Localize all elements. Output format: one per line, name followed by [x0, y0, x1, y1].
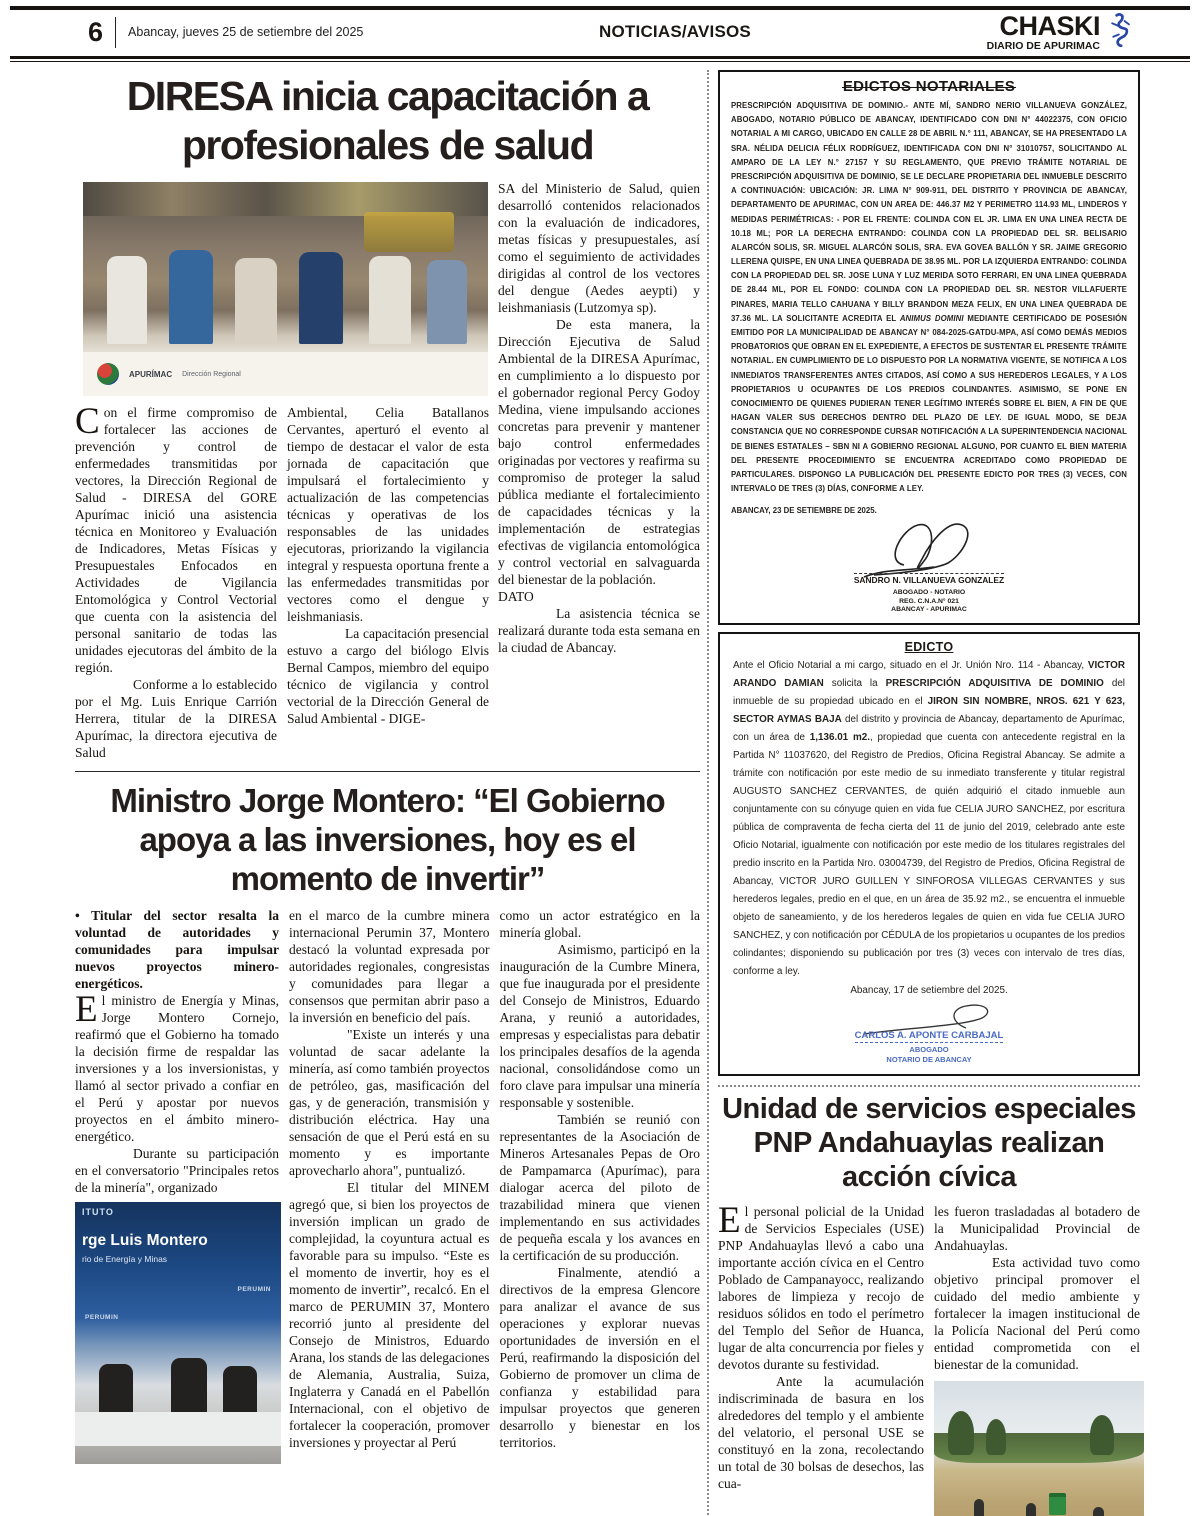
header-rule-thick	[10, 56, 1190, 59]
photo-tree	[986, 1419, 1006, 1455]
photo-structure-decor	[83, 182, 488, 216]
paragraph: De esta manera, la Dirección Ejecutiva de Salud Ambiental de la DIRESA Apurímac, en cumplimiento a lo dispuesto por el gobernador regional Percy Godoy Medina, viene impulsando acciones concretas para prevenir y mantener bajo control enfermedades originadas por vectores y reafirma su compromiso de proteger la salud pública mediante el fortalecimiento de capacidades técnicas y la implementación de estrategias efectivas de vigilancia entomológica y control vectorial en salvaguarda del bienestar de la población.	[498, 317, 700, 588]
photo-banner	[83, 352, 488, 396]
paragraph: "Existe un interés y una voluntad de sacar adelante la minería, así como también proyectos de petróleo, gas, masificación del gas, y de generación, transmisión y distribución eléctrica. Hay una sensación de que el Perú está en su momento y es importante aprovecharlo ahora", puntualizó.	[289, 1027, 490, 1179]
ministro-headline: Ministro Jorge Montero: “El Gobierno apoya a las inversiones, hoy es el momento de invertir”	[110, 782, 665, 898]
photo-person	[427, 260, 467, 344]
notary-reg: REG. C.N.A.N° 021	[899, 597, 959, 605]
photo-person	[1093, 1507, 1104, 1516]
ministro-column-1	[75, 907, 279, 1464]
stamp-role: ABOGADO	[909, 1044, 949, 1054]
pnp-column-1	[718, 1200, 924, 1516]
photo-person	[369, 256, 411, 344]
montero-conference-photo	[75, 1202, 281, 1464]
paragraph: También se reunió con representantes de la Asociación de Mineros Artesanales Pepas de Oro de Pampamarca (Apurímac), para dialogar acerca del piloto de trazabilidad minera que vienen implementando en sus actividades de pequeña escala y los avances en la certificación de su producción.	[499, 1112, 700, 1264]
diresa-column-1	[75, 401, 277, 761]
brand-title: CHASKI	[999, 11, 1100, 42]
notary-city: ABANCAY - APURIMAC	[891, 606, 967, 614]
paragraph: El personal policial de la Unidad de Servicios Especiales (USE) PNP Andahuaylas llevó a cabo una importante acción cívica en el Centro Poblado de Campanayocc, realizando labores de limpieza y recojo de residuos sólidos en todo el perímetro del Templo del Señor de Huanca, lugar de alta concurrencia por fieles y devotos durante su festividad.	[718, 1200, 924, 1373]
stamp-city: NOTARIO DE ABANCAY	[886, 1054, 972, 1064]
edictos-body: PRESCRIPCIÓN ADQUISITIVA DE DOMINIO.- ANTE MÍ, SANDRO NERIO VILLANUEVA GONZÁLEZ, ABOGADO, NOTARIO PÚBLICO DE ABANCAY, IDENTIFICADO CON DNI N° 44022375, CON OFICIO NOTARIAL A MI CARGO, UBICADO EN CALLE 28 DE ABRIL N.° 111, ABANCAY, SE HA PRESENTADO LA SRA. NÉLIDA DELICIA FÉLIX RODRÍGUEZ, IDENTIFICADA CON DNI N° 31010757, SOLICITANDO AL AMPARO DE LA LEY N.° 27157 Y SU REGLAMENTO, QUE PREVIO TRÁMITE NOTARIAL DE PRESCRIPCIÓN ADQUISITIVA DE DOMINIO, SE LE DECLARE PROPIETARIA DEL INMUEBLE DESCRITO A CONTINUACIÓN: UBICACIÓN: JR. LIMA N° 909-911, DEL DISTRITO Y PROVINCIA DE ABANCAY, DEPARTAMENTO DE APURIMAC, CON UN AREA DE: 446.37 M2 Y PERIMETRO 114.93 ML, LINDEROS Y MEDIDAS PERIMÉTRICAS: - POR EL FRENTE: COLINDA CON EL JR. LIMA EN UNA LINEA RECTA DE 10.18 ML; POR LA DERECHA ENTRANDO: COLINDA CON LA PROPIEDAD DEL SR. BELISARIO ALARCÓN SOLIS, SR. MIGUEL ALARCÓN SOLIS, SRA. EVA GOVEA BALLÓN Y SR. JAIME GREGORIO LLERENA QUISPE, EN UNA LINEA QUEBRADA DE 38.95 ML. POR LA IZQUIERDA ENTRANDO: COLINDA CON LA PROPIEDAD DEL SR. JOSE LUNA Y LUZ MERIDA SOTO FERRARI, EN UNA LINEA QUEBRADA DE 28.44 ML, POR EL FONDO: COLINDA CON LA PROPIEDAD DEL SR. NESTOR VILLAFUERTE PINARES, MARIA TELLO CAHUANA Y BILLY BRANDON MEZA FELIX, EN UNA LINEA QUEBRADA DE 37.36 ML. LA SOLICITANTE ACREDITA EL ANIMUS DOMINI MEDIANTE CERTIFICADO DE POSESIÓN EMITIDO POR LA MUNICIPALIDAD DE ABANCAY N° 084-2025-GATDU-MPA, ASÍ COMO DEMÁS MEDIOS PROBATORIOS QUE OBRAN EN EL EXPEDIENTE, A EFECTOS DE SUSTENTAR EL PRESENTE TRÁMITE NOTARIAL. EN CUMPLIMIENTO DE LO DISPUESTO POR LA NORMATIVA VIGENTE, SE NOTIFICA A LOS INMEDIATOS TRANSFERENTES ANTES CITADOS, ASÍ COMO A SUS HEREDEROS LEGALES, Y A LOS PROPIETARIOS U OCUPANTES DE LOS PREDIOS COLINDANTES. ASIMISMO, SE PONE EN CONOCIMIENTO DE QUIENES PUDIERAN TENER LEGÍTIMO INTERÉS SOBRE EL BIEN, A FIN DE QUE HAGAN VALER SUS DERECHOS DENTRO DEL PLAZO DE LEY. DE IGUAL MODO, SE DEJA CONSTANCIA QUE NO CORRESPONDE CURSAR NOTIFICACIÓN A LA SUPERINTENDENCIA NACIONAL DE BIENES ESTATALES – SBN NI A GOBIERNO REGIONAL ALGUNO, POR CUANTO EL BIEN MATERIA DEL PRESENTE PROCEDIMIENTO SE ENCUENTRA ACREDITADO COMO PROPIEDAD DE PARTICULARES. DISPONGO LA PUBLICACIÓN DEL PRESENTE EDICTO POR TRES (3) VECES, CON INTERVALO DE TRES (3) DÍAS, CONFORME A LEY.	[731, 101, 1128, 494]
photo-person	[1026, 1503, 1036, 1516]
paragraph: como un actor estratégico en la minería global.	[499, 908, 700, 941]
paragraph: Conforme a lo establecido por el Mg. Luis Enrique Carrión Herrera, titular de la DIRESA Apurímac, la directora ejecutiva de Salud	[75, 677, 277, 761]
chaski-logo-icon	[1106, 12, 1134, 53]
paragraph: Durante su participación en el conversatorio "Principales retos de la minería", organizado	[75, 1146, 279, 1196]
paragraph: Ante la acumulación indiscriminada de basura en los alrededores del templo y el ambiente del velatorio, el personal USE se constituyó en la zona, recolectando un total de 30 bolsas de desechos, las cua-	[718, 1374, 924, 1492]
edictos-title: EDICTOS NOTARIALES	[731, 78, 1127, 95]
pnp-cleanup-photo	[934, 1381, 1144, 1516]
paragraph: Ambiental, Celia Batallanos Cervantes, aperturó el evento al tiempo de destacar el valor de esta jornada de capacitación que impulsará el fortalecimiento y actualización de las competencias técnicas y operativas de los responsables de las unidades ejecutoras, priorizando la vigilancia integral y respuesta oportuna frente a las enfermedades transmitidas por vectores como el dengue y leishmaniasis.	[287, 405, 489, 625]
notary-stamp-block	[733, 998, 1125, 1064]
ministro-column-2	[289, 907, 490, 1464]
edictos-date: ABANCAY, 23 DE SETIEMBRE DE 2025.	[731, 506, 877, 516]
paragraph: les fueron trasladadas al botadero de la Municipalidad Provincial de Andahuaylas.	[934, 1204, 1140, 1254]
diresa-headline: DIRESA inicia capacitación a profesionales de salud	[126, 73, 649, 169]
photo-person	[235, 258, 277, 344]
photo-banner-label: APURÍMAC	[129, 369, 173, 379]
paragraph: La asistencia técnica se realizará durante toda esta semana en la ciudad de Abancay.	[498, 606, 700, 656]
dato-label: DATO	[498, 589, 534, 605]
photo-person	[171, 1358, 207, 1418]
notary-name: SANDRO N. VILLANUEVA GONZALEZ	[853, 575, 1005, 586]
photo-overlay-subtitle: rio de Energía y Minas	[82, 1254, 168, 1265]
paragraph: Asimismo, participó en la inauguración de la Cumbre Minera, que fue inaugurada por el presidente del Consejo de Ministros, Eduardo Arana, y reunió a autoridades, empresas y especialistas para debatir los principales desafíos de la agenda nacional, consolidándose como un foro clave para impulsar una minería responsable y sostenible.	[499, 942, 700, 1111]
photo-tree	[948, 1411, 974, 1455]
header-rule-thin	[10, 61, 1190, 62]
stamp-notary-name: CARLOS A. APONTE CARBAJAL	[855, 1030, 1004, 1043]
article-divider-rule	[75, 771, 700, 772]
edictos-notariales-box	[718, 70, 1140, 625]
photo-person	[974, 1499, 984, 1516]
ministro-column-3	[500, 907, 701, 1464]
article-pnp	[718, 1093, 1140, 1516]
page-header	[86, 10, 1134, 54]
photo-overlay-top: ITUTO	[82, 1207, 114, 1218]
paragraph: Finalmente, atendió a directivos de la empresa Glencore para analizar el avance de sus operaciones y explorar nuevas oportunidades de inversión en el Perú, reafirmando la disposición del Gobierno de promover un clima de confianza y estabilidad para impulsar proyectos que generen desarrollo y bienestar en los territorios.	[499, 1265, 700, 1451]
article-ministro	[75, 782, 700, 1464]
paragraph: El ministro de Energía y Minas, Jorge Montero Cornejo, reafirmó que el Gobierno ha tomado la decisión firme de respaldar las inversiones y a los inversionistas, y llamó al sector privado a confiar en el Perú y apostar por nuevos proyectos en el ámbito minero-energético.	[75, 989, 279, 1145]
article-diresa	[75, 72, 700, 761]
photo-person	[107, 256, 147, 344]
photo-person	[169, 250, 213, 344]
paragraph: El titular del MINEM agregó que, si bien los proyectos de inversión implican un grado de complejidad, la coyuntura actual es favorable para su impulso. “Este es el momento de invertir, hoy es el momento de invertir”, recalcó. En el marco de PERUMIN 37, Montero recorrió junto al presidente del Consejo de Ministros, Eduardo Arana, los stands de las delegaciones de Alemania, Australia, Suiza, Inglaterra y Canadá en el Pabellón Internacional, con el objetivo de fortalecer la cooperación, promover inversiones y proyectar al Perú	[289, 1180, 490, 1451]
paragraph: La capacitación presencial estuvo a cargo del biólogo Elvis Bernal Campos, miembro del equipo técnico de vigilancia y control vectorial de la Dirección General de Salud Ambiental - DIGE-	[287, 626, 489, 727]
gore-logo-icon	[97, 363, 119, 385]
edicto-box	[718, 632, 1140, 1077]
diresa-column-2	[287, 404, 489, 761]
paragraph: SA del Ministerio de Salud, quien desarrolló contenidos relacionados con la evaluación de indicadores, metas físicas y presupuestales, así como el seguimiento de actividades dirigidas al control de los vectores del dengue (Aedes aeypti) y leishmaniasis (Lutzomya sp).	[498, 181, 700, 316]
pnp-column-2	[934, 1203, 1140, 1516]
ministro-lead: • Titular del sector resalta la voluntad de autoridades y comunidades para impulsar nuevos proyectos minero-energéticos.	[75, 908, 279, 992]
paragraph: en el marco de la cumbre minera internacional Perumin 37, Montero destacó la voluntad expresada por autoridades regionales, congresistas y comunidades para llegar a consensos que permitan abrir paso a la inversión en beneficio del país.	[289, 908, 490, 1026]
diresa-column-3	[498, 180, 700, 761]
right-column-region	[707, 70, 1140, 1516]
edicto-date: Abancay, 17 de setiembre del 2025.	[850, 984, 1008, 996]
dotted-section-divider	[718, 1085, 1140, 1087]
paragraph: Esta actividad tuvo como objetivo principal promover el cuidado del medio ambiente y fortalecer la imagen institucional de la Policía Nacional del Perú como entidad comprometida con el bienestar de la comunidad.	[934, 1255, 1140, 1373]
photo-desk-decor	[75, 1412, 281, 1446]
section-title: NOTICIAS/AVISOS	[599, 22, 751, 41]
photo-machinery-decor	[364, 212, 454, 252]
photo-person	[299, 252, 343, 344]
diresa-event-photo	[83, 182, 488, 396]
left-column-region	[75, 70, 707, 1516]
paragraph: Con el firme compromiso de fortalecer las acciones de prevención y control de enfermedades transmitidas por vectores, la Dirección Regional de Salud - DIRESA del GORE Apurímac inició una asistencia técnica en Monitoreo y Evaluación de Indicadores, Metas Físicas y Presupuestales Enfocados en Actividades de Vigilancia Entomológica y Control Vectorial que cuenta con la asistencia del personal sanitario de todas las unidades ejecutoras del ámbito de la región.	[75, 401, 277, 676]
photo-overlay-name: rge Luis Montero	[82, 1232, 208, 1250]
photo-tree	[1090, 1415, 1114, 1455]
notary-role: ABOGADO - NOTARIO	[892, 589, 966, 597]
edicto-body: Ante el Oficio Notarial a mi cargo, situado en el Jr. Unión Nro. 114 - Abancay, VICTOR ARANDO DAMIAN solicita la PRESCRIPCIÓN ADQUISITIVA DE DOMINIO del inmueble de su propiedad ubicado en el JIRON SIN NOMBRE, NROS. 621 Y 623, SECTOR AYMAS BAJA del distrito y provincia de Abancay, departamento de Apurímac, con un área de 1,136.01 m2., propiedad que cuenta con antecedente registral en la Partida N° 11037620, del Registro de Predios, Oficina Registral Abancay. Se admite a trámite con notificación por este medio de su inmediato transferente y titular registral AUGUSTO SANCHEZ CERVANTES, de quién adquirió el citado inmueble aun conjuntamente con su cónyuge quien en vida fue CELIA JURO SANCHEZ, por escritura pública de compraventa de fecha cierta del 11 de junio del 2019, celebrado ante este Oficio Notarial, igualmente con notificación por este medio de los titulares registrales del predio inscrito en la Partida Nro. 03004739, del Registro de Predios, Oficina Registral de Abancay, VICTOR JURO GUILLEN Y SINFOROSA VILLEGAS CERVANTES y sus herederos legales, predio en el que, en un área de 35.92 m2., se encuentra el inmueble objeto de saneamiento, y de los herederos legales de quien en vida fue CELIA JURO SANCHEZ, y con notificación por CÉDULA de los propietarios u ocupantes de los predios colindantes; disponiendo su publicación por tres (3) veces con intervalo de tres días, conforme a ley.	[733, 659, 1125, 977]
pnp-headline: Unidad de servicios especiales PNP Andahuaylas realizan acción cívica	[722, 1093, 1136, 1194]
edition-date: Abancay, jueves 25 de setiembre del 2025	[128, 25, 364, 39]
masthead	[987, 12, 1134, 53]
perumin-logo-text: PERUMIN	[85, 1314, 119, 1322]
perumin-logo-text: PERUMIN	[237, 1286, 271, 1294]
photo-trash-bin	[1049, 1493, 1066, 1515]
edicto-title: EDICTO	[904, 639, 954, 654]
notary-signature-block	[731, 515, 1127, 614]
brand-subtitle: DIARIO DE APURIMAC	[986, 39, 1100, 52]
page-number: 6	[86, 17, 116, 48]
photo-banner-label2: Dirección Regional	[182, 370, 241, 378]
